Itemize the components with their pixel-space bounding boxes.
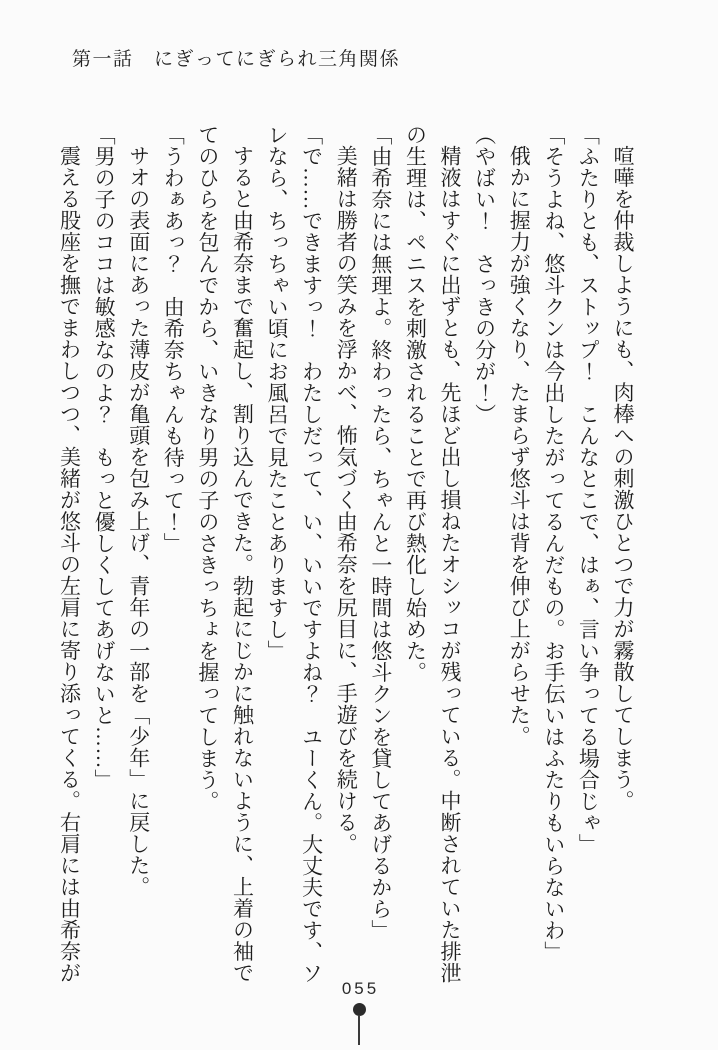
paragraph: （やばい！ さっきの分が！）	[472, 124, 497, 425]
paragraph: サオの表面にあった薄皮が亀頭を包み上げ、青年の一部を「少年」に戻した。	[126, 145, 151, 898]
paragraph: 喧嘩を仲裁しようにも、肉棒への刺激ひとつで力が霧散してしまう。	[611, 145, 635, 812]
paragraph: 「男の子のココは敏感なのよ？ もっと優しくしてあげないと……」	[92, 124, 117, 791]
paragraph: 精液はすぐに出ずとも、先ほど出し損ねたオシッコが残っている。中断されていた排泄の生理は、ペニスを刺激されることで再び熱化し始めた。	[403, 124, 463, 984]
paragraph: 「そうよね、悠斗クンは今出したがってるんだもの。お手伝いはふたりもいらないわ」	[541, 124, 566, 963]
paragraph: 俄かに握力が強くなり、たまらず悠斗は背を伸び上がらせた。	[507, 145, 532, 747]
paragraph: 美緒は勝者の笑みを浮かべ、怖気づく由希奈を尻目に、手遊びを続ける。	[334, 145, 359, 855]
page-marker-line	[358, 1015, 360, 1045]
chapter-header: 第一話 にぎってにぎられ三角関係	[72, 49, 401, 70]
page-footer	[0, 980, 718, 1050]
text-body	[52, 124, 640, 992]
paragraph: 「ふたりとも、ストップ！ こんなとこで、はぁ、言い争ってる場合じゃ」	[576, 124, 601, 855]
paragraph: 「で……できますっ！ わたしだって、い、いいですよね？ ユーくん。大丈夫です、ソレなら、ちっちゃい頃にお風呂で見たことありますし」	[265, 124, 324, 984]
paragraph: 「由希奈には無理よ。終わったら、ちゃんと一時間は悠斗クンを貸してあげるから」	[368, 124, 393, 941]
paragraph: 震える股座を撫でまわしつつ、美緒が悠斗の左肩に寄り添ってくる。右肩には由希奈が	[57, 145, 82, 984]
paragraph: すると由希奈まで奮起し、割り込んできた。勃起にじかに触れないように、上着の袖でてのひらを包んでから、いきなり男の子のさきっちょを握ってしまう。	[195, 124, 255, 984]
page-number: 055	[341, 979, 380, 998]
paragraph: 「うわぁあっ？ 由希奈ちゃんも待って！」	[161, 124, 186, 554]
